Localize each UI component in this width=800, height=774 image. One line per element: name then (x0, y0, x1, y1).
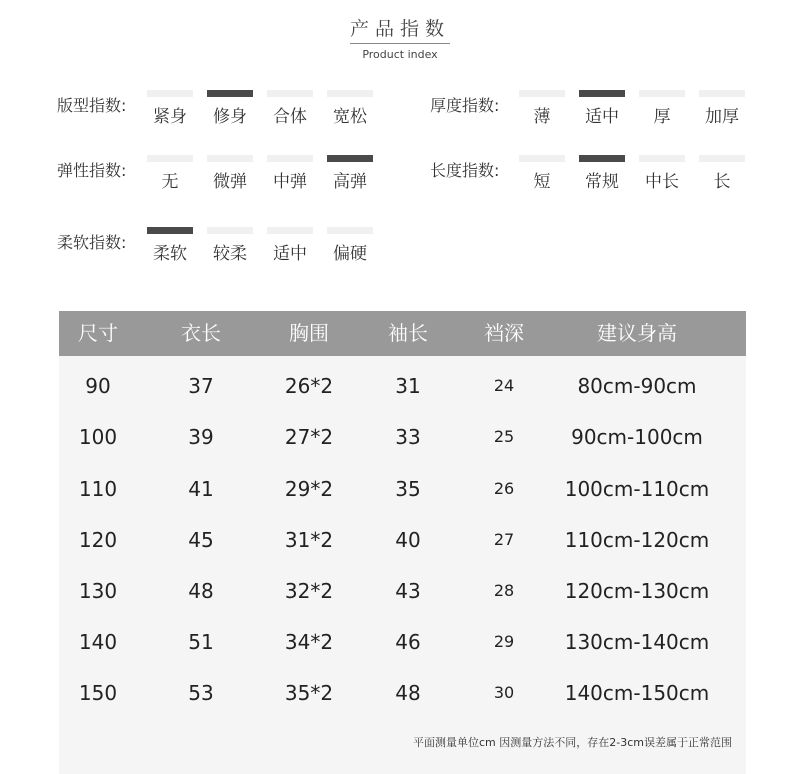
thickness-index-label: 厚度指数: (430, 96, 500, 115)
thickness-option-label: 薄 (533, 107, 551, 127)
length-option-label: 长 (713, 172, 731, 192)
table-cell: 31*2 (284, 528, 334, 552)
size-table-header (59, 311, 746, 356)
table-cell: 29 (493, 632, 515, 651)
table-cell: 110cm-120cm (564, 528, 710, 552)
table-cell: 140 (78, 630, 118, 654)
table-cell: 34*2 (284, 630, 334, 654)
indicator-bar (639, 155, 685, 162)
table-cell: 46 (395, 630, 421, 654)
length-option (699, 155, 745, 195)
table-cell: 27 (493, 530, 515, 549)
column-header: 裆深 (484, 321, 524, 345)
column-header: 建议身高 (597, 321, 677, 345)
size-table (59, 311, 746, 774)
length-option (579, 155, 625, 195)
thickness-option (579, 90, 625, 130)
fit-option (207, 90, 253, 130)
softness-option-label: 柔软 (153, 244, 187, 264)
fit-option-label: 宽松 (333, 107, 367, 127)
elasticity-option (207, 155, 253, 195)
softness-option-label: 适中 (273, 244, 307, 264)
indicator-bar (207, 155, 253, 162)
selected-indicator-bar (207, 90, 253, 97)
column-header: 尺寸 (78, 321, 118, 345)
table-cell: 31 (395, 374, 421, 398)
title-divider (350, 43, 450, 44)
softness-option (207, 227, 253, 267)
elasticity-option (327, 155, 373, 195)
column-header: 胸围 (289, 321, 329, 345)
elasticity-option (147, 155, 193, 195)
selected-indicator-bar (579, 90, 625, 97)
fit-option-label: 合体 (273, 107, 307, 127)
indicator-bar (519, 90, 565, 97)
indicator-bar (147, 90, 193, 97)
softness-option (327, 227, 373, 267)
length-index-label: 长度指数: (430, 161, 500, 180)
thickness-option-label: 厚 (653, 107, 671, 127)
indicator-bar (207, 227, 253, 234)
thickness-option-label: 加厚 (705, 107, 739, 127)
table-cell: 43 (395, 579, 421, 603)
length-option-label: 中长 (645, 172, 679, 192)
table-cell: 24 (493, 376, 515, 395)
table-cell: 90cm-100cm (571, 425, 703, 449)
softness-option-label: 较柔 (213, 244, 247, 264)
table-cell: 39 (188, 425, 214, 449)
table-cell: 100 (78, 425, 118, 449)
thickness-option-label: 适中 (585, 107, 619, 127)
thickness-option (519, 90, 565, 130)
indicator-bar (267, 227, 313, 234)
table-cell: 30 (493, 683, 515, 702)
softness-index-label: 柔软指数: (57, 233, 127, 252)
indicator-bar (699, 155, 745, 162)
table-cell: 120 (78, 528, 118, 552)
elasticity-index-label: 弹性指数: (57, 161, 127, 180)
elasticity-option-label: 中弹 (273, 172, 307, 192)
fit-option (147, 90, 193, 130)
indicator-bar (327, 227, 373, 234)
table-cell: 26 (493, 479, 515, 498)
length-option-label: 常规 (585, 172, 619, 192)
table-cell: 90 (85, 374, 111, 398)
table-cell: 130cm-140cm (564, 630, 710, 654)
fit-option (327, 90, 373, 130)
table-cell: 26*2 (284, 374, 334, 398)
table-cell: 35*2 (284, 681, 334, 705)
table-cell: 110 (78, 477, 118, 501)
table-cell: 48 (395, 681, 421, 705)
elasticity-option-label: 高弹 (333, 172, 367, 192)
length-option (519, 155, 565, 195)
selected-indicator-bar (579, 155, 625, 162)
page-title: 产品指数 (349, 18, 450, 40)
table-cell: 27*2 (284, 425, 334, 449)
fit-option (267, 90, 313, 130)
softness-option (147, 227, 193, 267)
thickness-option (639, 90, 685, 130)
table-cell: 130 (78, 579, 118, 603)
table-cell: 150 (78, 681, 118, 705)
table-cell: 51 (188, 630, 214, 654)
table-cell: 33 (395, 425, 421, 449)
fit-index-label: 版型指数: (57, 96, 127, 115)
table-cell: 40 (395, 528, 421, 552)
table-cell: 25 (493, 427, 515, 446)
fit-option-label: 紧身 (153, 107, 187, 127)
column-header: 衣长 (181, 321, 221, 345)
table-cell: 140cm-150cm (564, 681, 710, 705)
thickness-option (699, 90, 745, 130)
length-option-label: 短 (533, 172, 551, 192)
softness-option (267, 227, 313, 267)
softness-option-label: 偏硬 (333, 244, 367, 264)
column-header: 袖长 (388, 321, 428, 345)
table-cell: 80cm-90cm (577, 374, 697, 398)
elasticity-option (267, 155, 313, 195)
table-cell: 35 (395, 477, 421, 501)
table-cell: 45 (188, 528, 214, 552)
indicator-bar (519, 155, 565, 162)
measurement-note: 平面测量单位cm 因测量方法不同，存在2-3cm误差属于正常范围 (413, 736, 732, 749)
table-cell: 32*2 (284, 579, 334, 603)
table-cell: 120cm-130cm (564, 579, 710, 603)
indicator-bar (267, 155, 313, 162)
indicator-bar (699, 90, 745, 97)
table-cell: 100cm-110cm (564, 477, 710, 501)
indicator-bar (267, 90, 313, 97)
table-cell: 28 (493, 581, 515, 600)
indicator-bar (639, 90, 685, 97)
table-cell: 48 (188, 579, 214, 603)
indicator-bar (327, 90, 373, 97)
elasticity-option-label: 无 (161, 172, 179, 192)
table-cell: 53 (188, 681, 214, 705)
table-cell: 41 (188, 477, 214, 501)
fit-option-label: 修身 (213, 107, 247, 127)
indicator-bar (147, 155, 193, 162)
selected-indicator-bar (327, 155, 373, 162)
length-option (639, 155, 685, 195)
table-cell: 37 (188, 374, 214, 398)
table-cell: 29*2 (284, 477, 334, 501)
page-subtitle: Product index (362, 48, 438, 61)
elasticity-option-label: 微弹 (213, 172, 247, 192)
selected-indicator-bar (147, 227, 193, 234)
